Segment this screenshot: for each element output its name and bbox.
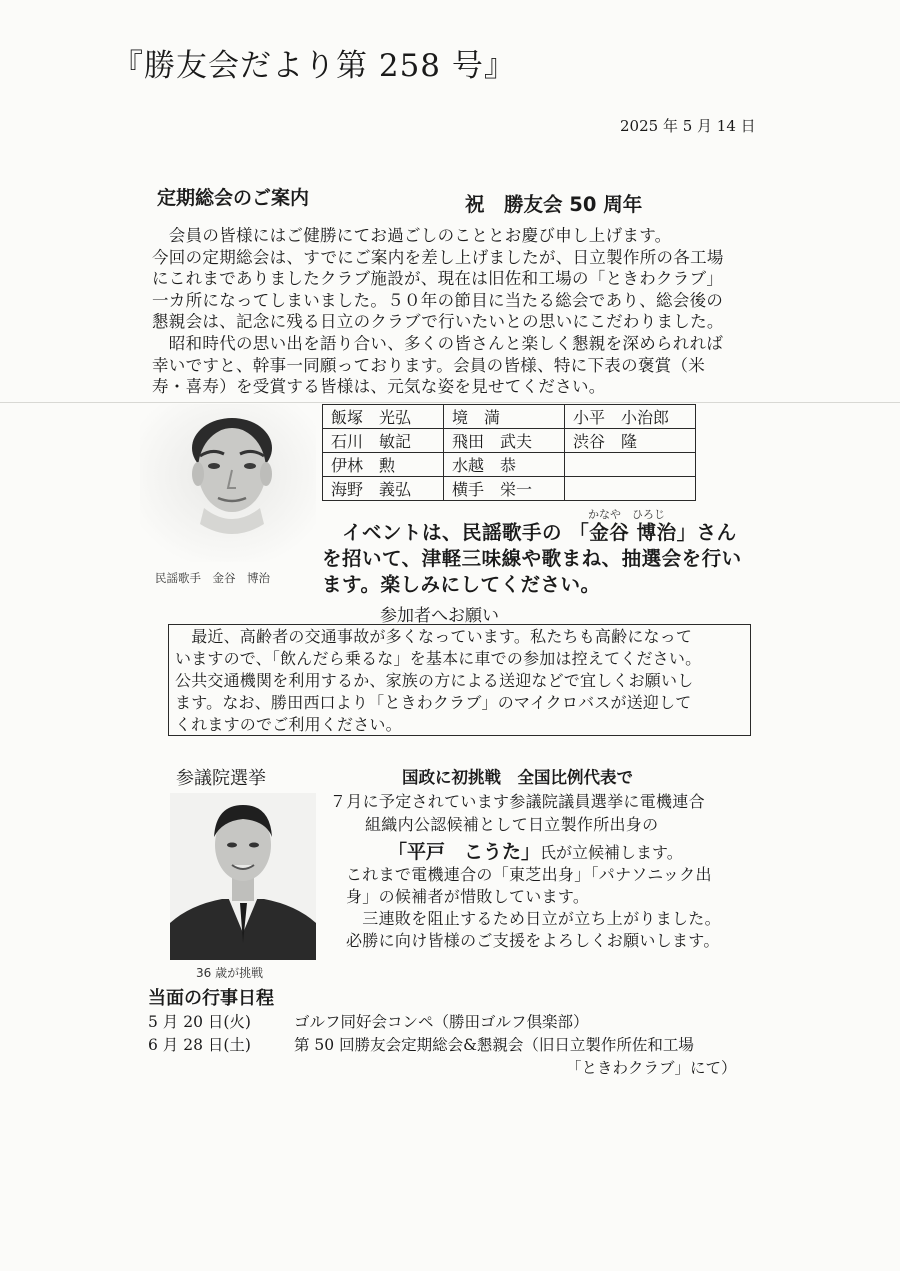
schedule-event: 第 50 回勝友会定期総会&懇親会（旧日立製作所佐和工場 [294,1036,694,1054]
table-row [323,429,696,453]
meeting-line: 昭和時代の思い出を語り合い、多くの皆さんと楽しく懇親を深められれば [152,333,724,353]
election-line: 三連敗を阻止するため日立が立ち上がりました。 [346,909,721,928]
honoree-cell: 石川 敏記 [323,429,444,453]
election-text [346,864,721,952]
notice-line: いますので、「飲んだら乗るな」を基本に車での参加は控えてください。 [175,649,702,668]
honoree-cell: 飛田 武夫 [444,429,565,453]
event-line: イベントは、民謡歌手の 「金谷 博治」さん [322,521,737,544]
singer-photo [140,404,316,562]
honoree-cell: 横手 栄一 [444,477,565,501]
singer-name-ruby: かなや ひろじ [588,508,665,521]
issue-date: 2025 年 5 月 14 日 [620,117,756,135]
scan-fold-line [0,402,900,403]
notice-line: ます。なお、勝田西口より「ときわクラブ」のマイクロバスが送迎して [175,693,692,712]
event-text [322,520,742,598]
notice-line: 最近、高齢者の交通事故が多くなっています。私たちも高齢になって [175,627,693,646]
singer-photo-caption: 民謡歌手 金谷 博治 [155,571,270,585]
notice-box [168,624,751,736]
candidate-name: 「平戸 こうた」 [388,841,541,863]
candidate-photo [170,793,316,960]
honoree-cell: 小平 小治郎 [565,405,696,429]
meeting-line: 寿・喜寿）を受賞する皆様は、元気な姿を見せてください。 [152,377,606,397]
notice-line: くれますのでご利用ください。 [175,715,402,734]
honoree-cell [565,477,696,501]
election-subheading: 国政に初挑戦 全国比例代表で [402,768,633,787]
honoree-cell: 境 満 [444,405,565,429]
schedule-date: 6 月 28 日(土) [148,1036,251,1054]
notice-line: 公共交通機関を利用するか、家族の方による送迎などで宜しくお願いし [175,671,694,690]
meeting-line: 懇親会は、記念に残る日立のクラブで行いたいとの思いにこだわりました。 [152,312,724,332]
table-row [323,453,696,477]
election-line: 組織内公認候補として日立製作所出身の [365,815,659,834]
newsletter-title: 『勝友会だより第 258 号』 [112,48,516,84]
meeting-body [152,225,724,398]
table-row [323,405,696,429]
anniversary-heading: 祝 勝友会 50 周年 [465,193,643,216]
meeting-heading: 定期総会のご案内 [157,187,310,209]
schedule-note: 「ときわクラブ」にて） [566,1059,737,1077]
honoree-cell: 渋谷 隆 [565,429,696,453]
election-line: ７月に予定されています参議院議員選挙に電機連合 [330,792,705,811]
honoree-cell: 海野 義弘 [323,477,444,501]
meeting-line: 会員の皆様にはご健勝にてお過ごしのこととお慶び申し上げます。 [152,226,672,245]
honoree-cell: 水越 恭 [444,453,565,477]
event-line: を招いて、津軽三味線や歌まね、抽選会を行い [322,547,742,570]
candidate-photo-caption: 36 歳が挑戦 [196,966,264,980]
meeting-line: 一カ所になってしまいました。５０年の節目に当たる総会であり、総会後の [152,290,724,310]
notice-title: 参加者へお願い [380,606,499,626]
meeting-line: 幸いですと、幹事一同願っております。会員の皆様、特に下表の褒賞（米 [152,355,706,375]
election-line: 必勝に向け皆様のご支援をよろしくお願いします。 [346,931,720,950]
event-line: ます。楽しみにしてください。 [322,573,601,596]
election-line: 身」の候補者が惜敗しています。 [346,887,590,906]
meeting-line: 今回の定期総会は、すでにご案内を差し上げましたが、日立製作所の各工場 [152,247,724,267]
election-line: これまで電機連合の「東芝出身」「パナソニック出 [346,865,712,884]
honoree-cell [565,453,696,477]
honorees-table [322,404,696,501]
table-row [323,477,696,501]
schedule-heading: 当面の行事日程 [148,988,274,1009]
candidate-line [388,837,683,864]
honoree-cell: 伊林 勲 [323,453,444,477]
honoree-cell: 飯塚 光弘 [323,405,444,429]
schedule-event: ゴルフ同好会コンペ（勝田ゴルフ倶楽部） [294,1013,589,1031]
meeting-line: にこれまでありましたクラブ施設が、現在は旧佐和工場の「ときわクラブ」 [152,269,724,289]
candidate-suffix: 氏が立候補します。 [540,843,683,862]
election-heading: 参議院選挙 [176,768,266,789]
schedule-date: 5 月 20 日(火) [148,1013,251,1031]
